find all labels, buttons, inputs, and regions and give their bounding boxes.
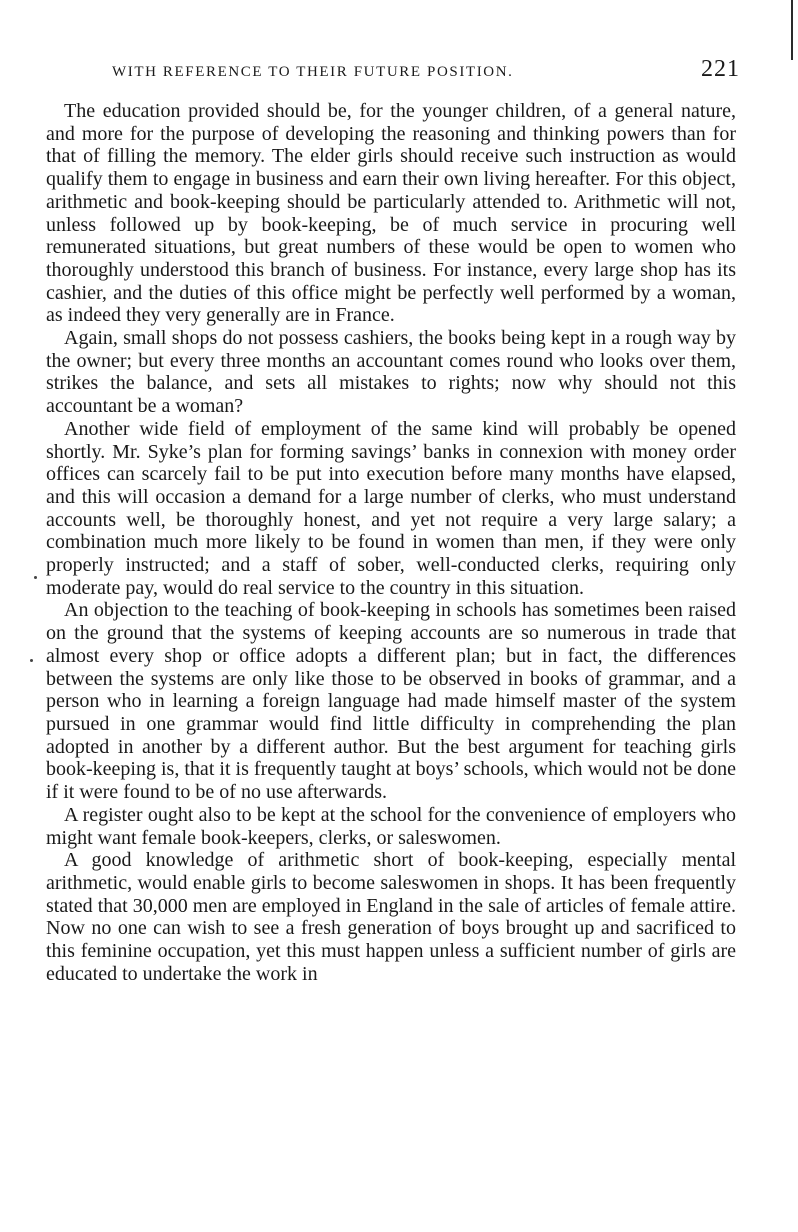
paragraph-objection: An objection to the teaching of book-keeping in schools has sometimes been raised on the ground that the systems of keeping accounts are so numerous in trade that almost every shop or office adopts a different plan; but in fact, the differences between the systems are only like those to be observed in books of grammar, and a person who in learning a foreign language had made himself master of the system pursued in one grammar would find little difficulty in comprehending the plan adopted in another by a different author. But the best argument for teaching girls book-keeping is, that it is frequently taught at boys’ schools, which would not be done if it were found to be of no use afterwards. — [46, 599, 736, 804]
paragraph-education: The education provided should be, for the younger children, of a general nature, and more for the purpose of developing the reasoning and thinking powers than for that of filling the memory. The elder girls should receive such instruction as would qualify them to engage in business and earn their own living hereafter. For this object, arithmetic and book-keeping should be particularly attended to. Arithmetic will not, unless followed up by book-keeping, be of much service in procuring well remunerated situations, but great numbers of these would be open to women who thoroughly understood this branch of business. For instance, every large shop has its cashier, and the duties of this office might be perfectly well performed by a woman, as indeed they very generally are in France. — [46, 100, 736, 327]
paragraph-small-shops: Again, small shops do not possess cashiers, the books being kept in a rough way by the owner; but every three months an accountant comes round who looks over them, strikes the balance, and sets all mistakes to rights; now why should not this accountant be a woman? — [46, 327, 736, 418]
paragraph-savings-banks: Another wide field of employment of the same kind will probably be opened shortly. Mr. Syke’s plan for forming savings’ banks in connexion with money order offices can scarcely fail to be put into execution before many months have elapsed, and this will occasion a demand for a large number of clerks, who must understand accounts well, be thoroughly honest, and yet not require a very large salary; a combination much more likely to be found in women than men, if they were only properly instructed; and a staff of sober, well-conducted clerks, requiring only moderate pay, would do real service to the country in this situation. — [46, 417, 736, 599]
paragraph-arithmetic: A good knowledge of arithmetic short of book-keeping, especially mental arithmetic, would enable girls to become saleswomen in shops. It has been frequently stated that 30,000 men are employed in England in the sale of articles of female attire. Now no one can wish to see a fresh generation of boys brought up and sacrificed to this feminine occupation, yet this must happen unless a sufficient number of girls are educated to undertake the work in — [46, 849, 736, 985]
running-head: WITH REFERENCE TO THEIR FUTURE POSITION. — [112, 64, 514, 80]
body-text — [46, 100, 736, 985]
margin-speck — [30, 659, 33, 662]
margin-speck — [34, 576, 37, 579]
page-edge-rule — [791, 0, 793, 60]
paragraph-register: A register ought also to be kept at the school for the convenience of employers who might want female book-keepers, clerks, or saleswomen. — [46, 803, 736, 849]
page-header — [112, 56, 740, 86]
page-number: 221 — [701, 56, 740, 82]
